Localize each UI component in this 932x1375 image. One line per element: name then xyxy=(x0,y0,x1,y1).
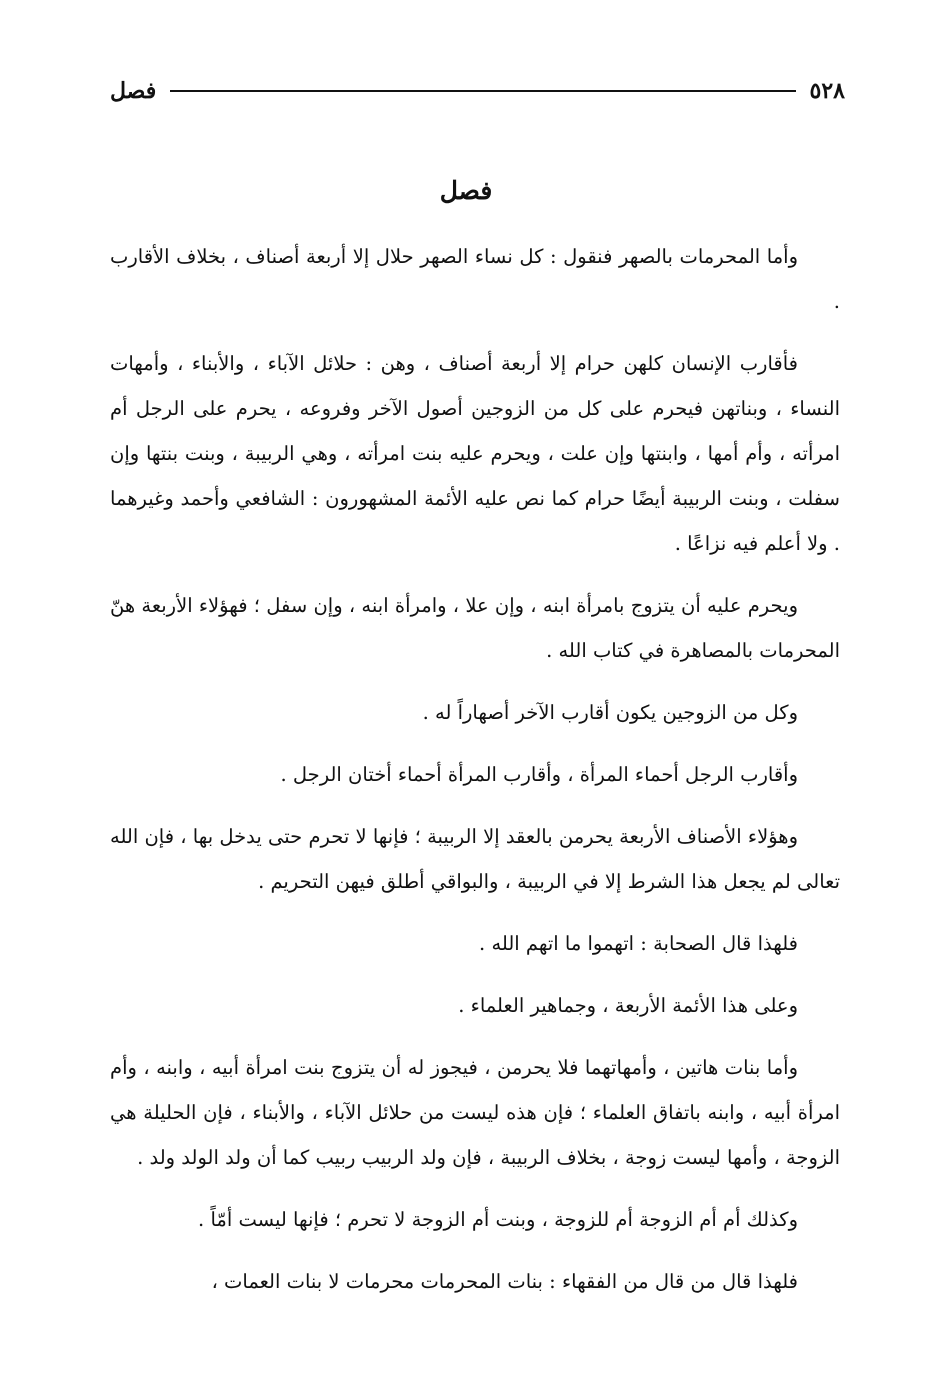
paragraph: وأما بنات هاتين ، وأمهاتهما فلا يحرمن ، فيجوز له أن يتزوج بنت امرأة أبيه ، وابنه ، وأم امرأة أبيه ، وابنه باتفاق العلماء ؛ فإن هذه ليست من حلائل الآباء ، والأبناء ، فإن الحليلة هي الزوجة ، وأمها ليست زوجة ، بخلاف الربيبة ، فإن ولد الربيب ربيب كما أن ولد الولد ولد . xyxy=(110,1056,840,1169)
paragraph: وكل من الزوجين يكون أقارب الآخر أصهاراً له . xyxy=(422,701,798,724)
paragraph: وكذلك أم أم الزوجة أم للزوجة ، وبنت أم الزوجة لا تحرم ؛ فإنها ليست أمّاً . xyxy=(198,1208,798,1231)
paragraph: فلهذا قال من قال من الفقهاء : بنات المحرمات محرمات لا بنات العمات ، xyxy=(211,1270,798,1293)
paragraph: فلهذا قال الصحابة : اتهموا ما اتهم الله . xyxy=(479,932,798,955)
paragraph: ويحرم عليه أن يتزوج بامرأة ابنه ، وإن علا ، وامرأة ابنه ، وإن سفل ؛ فهؤلاء الأربعة هنّ المحرمات بالمصاهرة في كتاب الله . xyxy=(110,594,840,662)
body-text xyxy=(110,234,840,1321)
paragraph: وهؤلاء الأصناف الأربعة يحرمن بالعقد إلا الربيبة ؛ فإنها لا تحرم حتى يدخل بها ، فإن الله تعالى لم يجعل هذا الشرط إلا في الربيبة ، والبواقي أطلق فيهن التحريم . xyxy=(110,825,840,893)
paragraph: وأما المحرمات بالصهر فنقول : كل نساء الصهر حلال إلا أربعة أصناف ، بخلاف الأقارب . xyxy=(110,245,840,313)
paragraph: وعلى هذا الأئمة الأربعة ، وجماهير العلماء . xyxy=(458,994,798,1017)
page-number: ٥٢٨ xyxy=(809,78,845,104)
paragraph: فأقارب الإنسان كلهن حرام إلا أربعة أصناف ، وهن : حلائل الآباء ، والأبناء ، وأمهات النساء ، وبناتهن فيحرم على كل من الزوجين أصول الآخر وفروعه ، يحرم على الرجل أم امرأته ، وأم أمها ، وابنتها وإن علت ، ويحرم عليه بنت امرأته ، وهي الربيبة ، وبنت بنتها وإن سفلت ، وبنت الربيبة أيضًا حرام كما نص عليه الأئمة المشهورون : الشافعي وأحمد وغيرهما . ولا أعلم فيه نزاعًا . xyxy=(110,352,840,555)
running-header xyxy=(110,74,845,108)
running-header-title: فصل xyxy=(110,78,157,104)
header-rule xyxy=(170,90,795,92)
section-heading: فصل xyxy=(439,176,493,205)
paragraph: وأقارب الرجل أحماء المرأة ، وأقارب المرأة أحماء أختان الرجل . xyxy=(280,763,798,786)
